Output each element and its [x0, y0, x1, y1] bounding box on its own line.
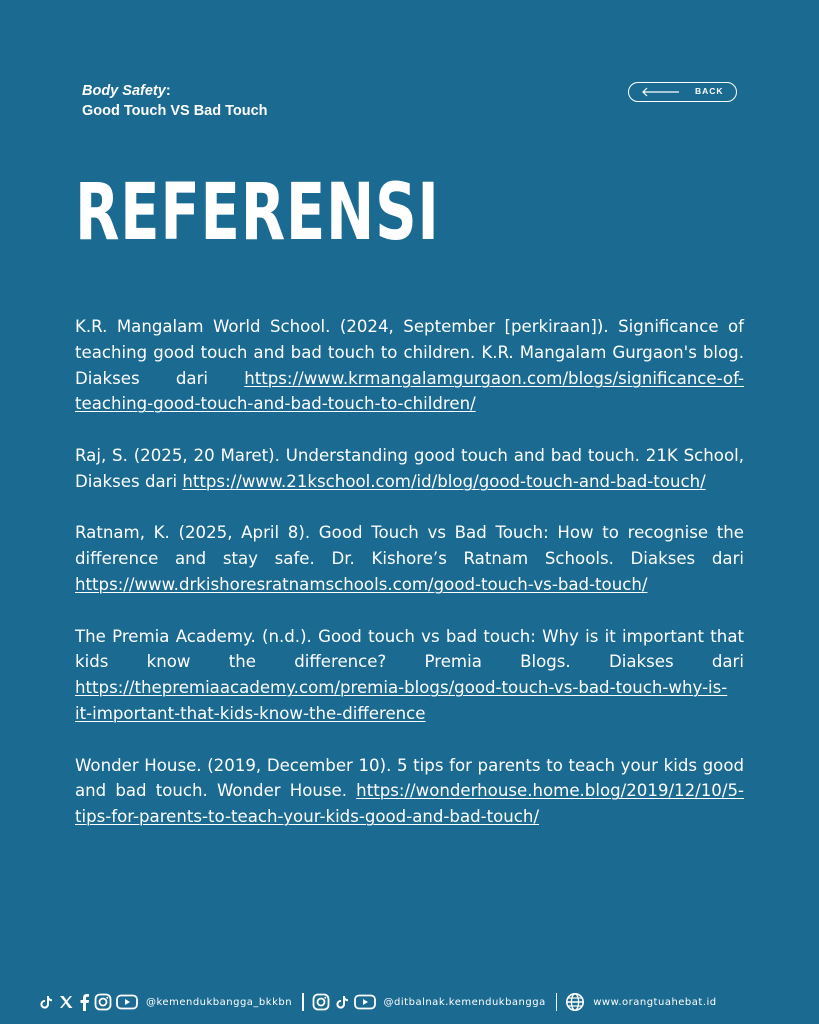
- instagram-icon[interactable]: [94, 993, 112, 1011]
- youtube-icon[interactable]: [116, 994, 138, 1010]
- arrow-left-icon: [641, 87, 681, 99]
- reference-item: [75, 520, 744, 597]
- footer-divider: [302, 993, 304, 1011]
- reference-link[interactable]: https://www.drkishoresratnamschools.com/good-touch-vs-bad-touch/: [75, 574, 648, 594]
- series-subtitle: Good Touch VS Bad Touch: [82, 103, 268, 119]
- reference-list: [75, 314, 744, 856]
- series-colon: :: [165, 83, 171, 99]
- reference-text: The Premia Academy. (n.d.). Good touch vs bad touch: Why is it important that kids know the difference? Premia Blogs. Diakses dari: [75, 626, 744, 672]
- back-button-label: BACK: [695, 86, 724, 96]
- footer-handle-bkkbn[interactable]: @kemendukbangga_bkkbn: [146, 996, 293, 1008]
- reference-link[interactable]: https://www.krmangalamgurgaon.com/blogs/significance-of-teaching-good-touch-and-bad-touch-to-children/: [75, 368, 744, 414]
- instagram-icon[interactable]: [312, 993, 330, 1011]
- footer-divider: [556, 993, 558, 1011]
- facebook-icon[interactable]: [78, 993, 90, 1011]
- x-icon[interactable]: [58, 994, 74, 1010]
- reference-item: [75, 443, 744, 495]
- youtube-icon[interactable]: [354, 994, 376, 1010]
- footer-handle-ditbalnak[interactable]: @ditbalnak.kemendukbangga: [383, 996, 546, 1008]
- reference-link[interactable]: https://wonderhouse.home.blog/2019/12/10/5-tips-for-parents-to-teach-your-kids-good-and-bad-touch/: [75, 781, 744, 827]
- reference-text: Ratnam, K. (2025, April 8). Good Touch vs Bad Touch: How to recognise the difference and stay safe. Dr. Kishore’s Ratnam Schools. Diakses dari: [75, 523, 744, 569]
- series-heading: [82, 81, 268, 121]
- social-footer: [38, 990, 781, 1014]
- back-button[interactable]: [628, 82, 737, 102]
- reference-item: [75, 753, 744, 830]
- footer-website[interactable]: www.orangtuahebat.id: [593, 996, 717, 1008]
- reference-text: Wonder House. (2019, December 10). 5 tips for parents to teach your kids good and bad touch. Wonder House.: [75, 755, 744, 801]
- tiktok-icon[interactable]: [334, 994, 350, 1010]
- tiktok-icon[interactable]: [38, 994, 54, 1010]
- reference-item: [75, 624, 744, 727]
- reference-text: Raj, S. (2025, 20 Maret). Understanding good touch and bad touch. 21K School, Diakses dari: [75, 445, 744, 491]
- reference-link[interactable]: https://thepremiaacademy.com/premia-blogs/good-touch-vs-bad-touch-why-is-it-important-that-kids-know-the-difference: [75, 678, 728, 723]
- globe-icon[interactable]: [565, 992, 585, 1012]
- reference-link[interactable]: https://www.21kschool.com/id/blog/good-touch-and-bad-touch/: [182, 471, 706, 491]
- page-title: REFERENSI: [75, 168, 440, 258]
- series-title: Body Safety: [82, 83, 166, 99]
- reference-item: [75, 314, 744, 417]
- reference-text: K.R. Mangalam World School. (2024, September [perkiraan]). Significance of teaching good touch and bad touch to children. K.R. Mangalam Gurgaon's blog. Diakses dari: [75, 317, 744, 388]
